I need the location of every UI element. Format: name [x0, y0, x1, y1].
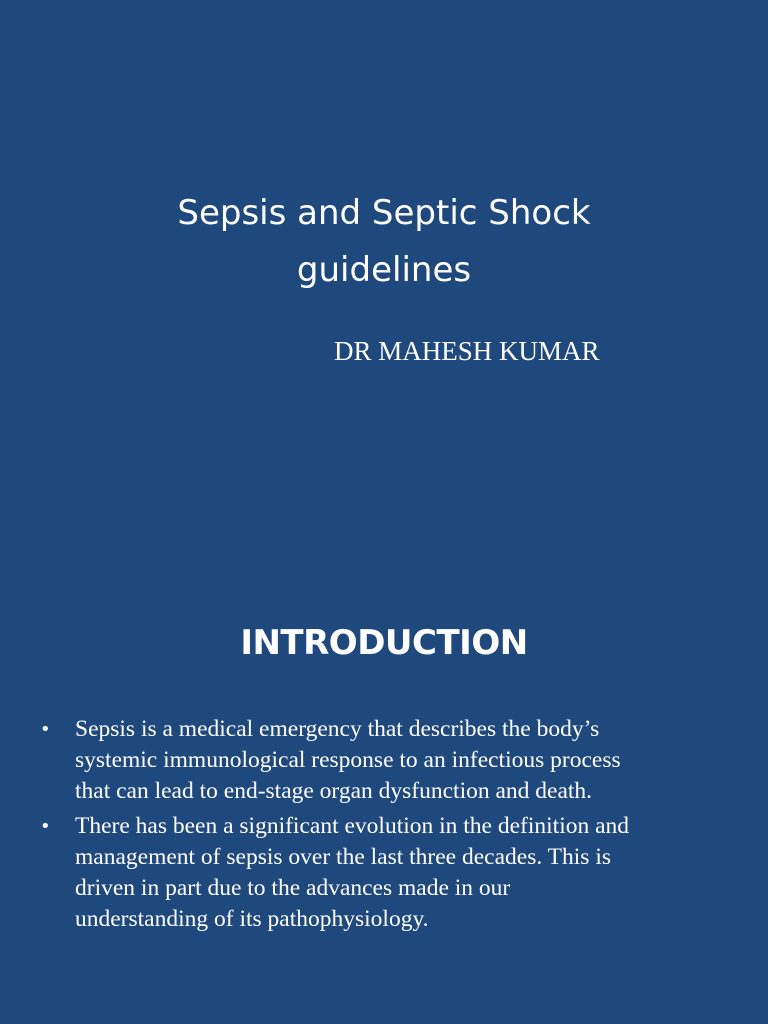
list-item — [40, 714, 740, 807]
bullet-text-line: driven in part due to the advances made in our — [75, 875, 511, 901]
bullet-text-line: understanding of its pathophysiology. — [75, 906, 429, 932]
author-name: DR MAHESH KUMAR — [334, 336, 600, 366]
slide-title-line-1: Sepsis and Septic Shock — [177, 193, 591, 233]
bullet-text-line: that can lead to end-stage organ dysfunction and death. — [75, 778, 593, 804]
slide-heading: INTRODUCTION — [240, 623, 528, 663]
bullet-icon: • — [40, 816, 51, 837]
bullet-text-line: There has been a significant evolution in the definition and — [75, 813, 630, 839]
introduction-slide — [0, 576, 768, 1024]
bullet-icon: • — [40, 719, 51, 740]
bullet-list — [40, 714, 740, 939]
bullet-text-line: Sepsis is a medical emergency that describes the body’s — [75, 716, 600, 742]
list-item — [40, 811, 740, 935]
bullet-text-line: management of sepsis over the last three decades. This is — [75, 844, 611, 870]
bullet-text-line: systemic immunological response to an infectious process — [75, 747, 621, 773]
slide-title-line-2: guidelines — [296, 250, 472, 290]
